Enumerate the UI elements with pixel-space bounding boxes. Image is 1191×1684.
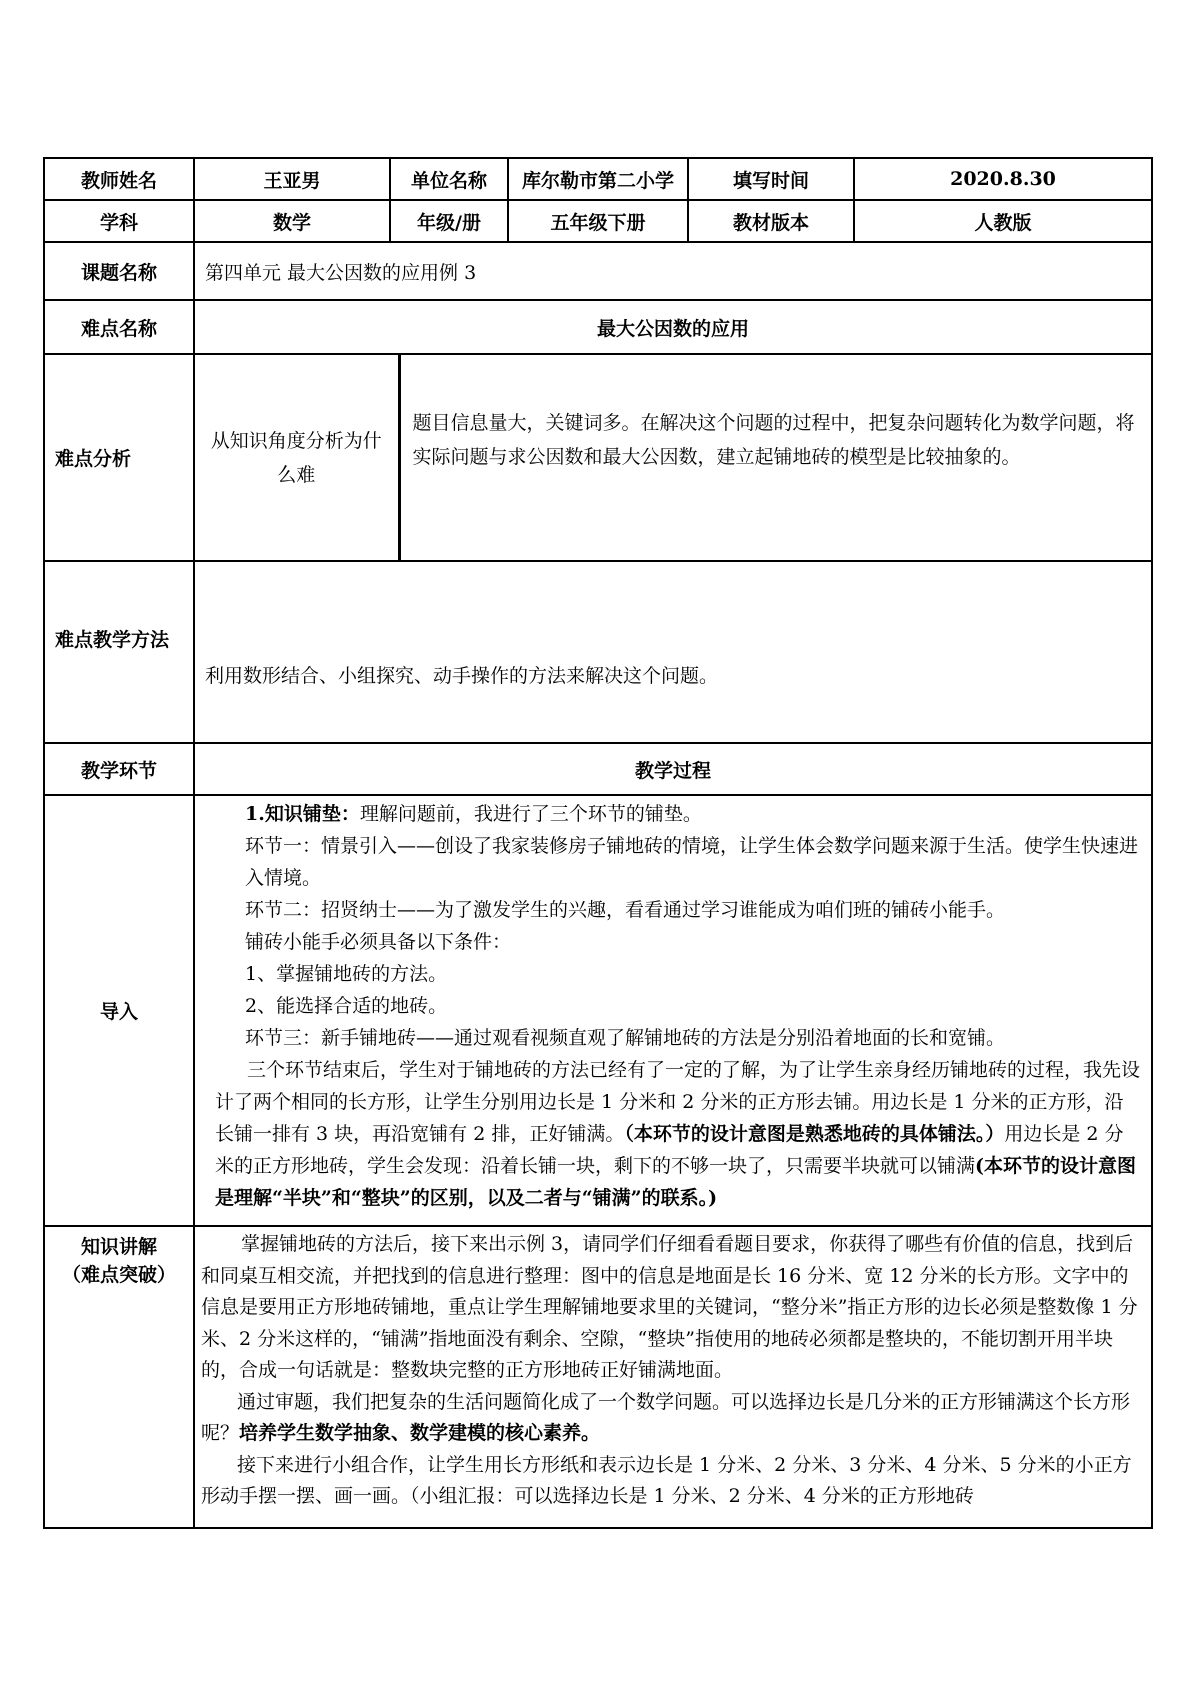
teacher-name-label: 教师姓名 <box>44 158 194 200</box>
intro-p2: 环节一：情景引入——创设了我家装修房子铺地砖的情境，让学生体会数学问题来源于生活。使学生快速进入情境。 <box>245 835 1139 889</box>
knowledge-content <box>194 1226 1152 1528</box>
difficulty-label: 难点名称 <box>44 300 194 354</box>
step-header-label: 教学环节 <box>44 743 194 795</box>
intro-p1-bold: 1.知识铺垫： <box>245 803 360 825</box>
analysis-label: 难点分析 <box>44 354 194 561</box>
intro-p8-c: 用边长是 2 分米的正方形地砖，学生会发现：沿着长铺一块，剩下的不够一块了，只需要半块就可以铺满 <box>215 1123 1124 1177</box>
grade-value: 五年级下册 <box>508 200 688 242</box>
subject-label: 学科 <box>44 200 194 242</box>
analysis-inner-table <box>195 355 1151 560</box>
method-text: 利用数形结合、小组探究、动手操作的方法来解决这个问题。 <box>194 561 1152 743</box>
unit-name-label: 单位名称 <box>390 158 508 200</box>
difficulty-value: 最大公因数的应用 <box>194 300 1152 354</box>
intro-p3: 环节二：招贤纳士——为了激发学生的兴趣，看看通过学习谁能成为咱们班的铺砖小能手。 <box>245 899 1006 921</box>
intro-content <box>194 795 1152 1226</box>
subject-value: 数学 <box>194 200 390 242</box>
intro-p5: 1、掌握铺地砖的方法。 <box>245 963 448 985</box>
intro-p7: 环节三：新手铺地砖——通过观看视频直观了解铺地砖的方法是分别沿着地面的长和宽铺。 <box>245 1027 1006 1049</box>
knowledge-label <box>44 1226 194 1528</box>
knowledge-label-line1: 知识讲解 <box>80 1236 157 1258</box>
knowledge-p2-b: 培养学生数学抽象、数学建模的核心素养。 <box>239 1422 601 1444</box>
knowledge-label-line2: （难点突破） <box>61 1264 176 1286</box>
edition-value: 人教版 <box>854 200 1152 242</box>
intro-p4: 铺砖小能手必须具备以下条件： <box>245 931 512 953</box>
intro-p8-a: 三个环节结束后，学生对于铺地砖的方法已经有了一定的了解，为了让学生亲身经历铺地砖的过程，我先设计了两个相同的长方形，让学生分别用边长是 1 分米和 2 分米的正方形去铺。用边长是 1 分米的正方形，沿长铺一排有 3 块，再沿宽铺有 2 排，正好铺满。 <box>215 1059 1141 1145</box>
topic-value: 第四单元 最大公因数的应用例 3 <box>194 242 1152 300</box>
lesson-plan-table <box>43 157 1153 1529</box>
intro-p8-d: (本环节的设计意图是理解“半块”和“整块”的区别，以及二者与“铺满”的联系。) <box>215 1155 1137 1209</box>
knowledge-p2-a: 通过审题，我们把复杂的生活问题简化成了一个数学问题。可以选择边长是几分米的正方形铺满这个长方形呢？ <box>201 1390 1131 1444</box>
unit-name-value: 库尔勒市第二小学 <box>508 158 688 200</box>
topic-label: 课题名称 <box>44 242 194 300</box>
fill-date-value: 2020.8.30 <box>854 158 1152 200</box>
fill-date-label: 填写时间 <box>688 158 854 200</box>
knowledge-p2 <box>201 1387 1141 1450</box>
intro-p8-b: （本环节的设计意图是熟悉地砖的具体铺法。） <box>624 1123 1005 1145</box>
grade-label: 年级/册 <box>390 200 508 242</box>
analysis-cell <box>194 354 1152 561</box>
teacher-name-value: 王亚男 <box>194 158 390 200</box>
knowledge-p3: 接下来进行小组合作，让学生用长方形纸和表示边长是 1 分米、2 分米、3 分米、4 分米、5 分米的小正方形动手摆一摆、画一画。（小组汇报：可以选择边长是 1 分米、2 分米、4 分米的正方形地砖 <box>201 1453 1132 1507</box>
method-label: 难点教学方法 <box>44 561 194 743</box>
edition-label: 教材版本 <box>688 200 854 242</box>
intro-p6: 2、能选择合适的地砖。 <box>245 995 448 1017</box>
process-header-label: 教学过程 <box>194 743 1152 795</box>
lesson-plan-form <box>43 157 1151 1529</box>
intro-label: 导入 <box>44 795 194 1226</box>
knowledge-p1: 掌握铺地砖的方法后，接下来出示例 3，请同学们仔细看看题目要求，你获得了哪些有价值的信息，找到后和同桌互相交流，并把找到的信息进行整理：图中的信息是地面是长 16 分米、宽 12 分米的长方形。文字中的信息是要用正方形地砖铺地，重点让学生理解铺地要求里的关键词，“整分米”指正方形的边长必须是整数像 1 分米、2 分米这样的，“铺满”指地面没有剩余、空隙，“整块”指使用的地砖必须都是整块的，不能切割开用半块的，合成一句话就是：整数块完整的正方形地砖正好铺满地面。 <box>201 1233 1138 1381</box>
analysis-sub-label: 从知识角度分析为什么难 <box>195 355 399 560</box>
intro-p1-text: 理解问题前，我进行了三个环节的铺垫。 <box>359 803 702 825</box>
analysis-text: 题目信息量大，关键词多。在解决这个问题的过程中，把复杂问题转化为数学问题，将实际问题与求公因数和最大公因数，建立起铺地砖的模型是比较抽象的。 <box>412 411 1135 468</box>
intro-p8 <box>215 1054 1141 1214</box>
